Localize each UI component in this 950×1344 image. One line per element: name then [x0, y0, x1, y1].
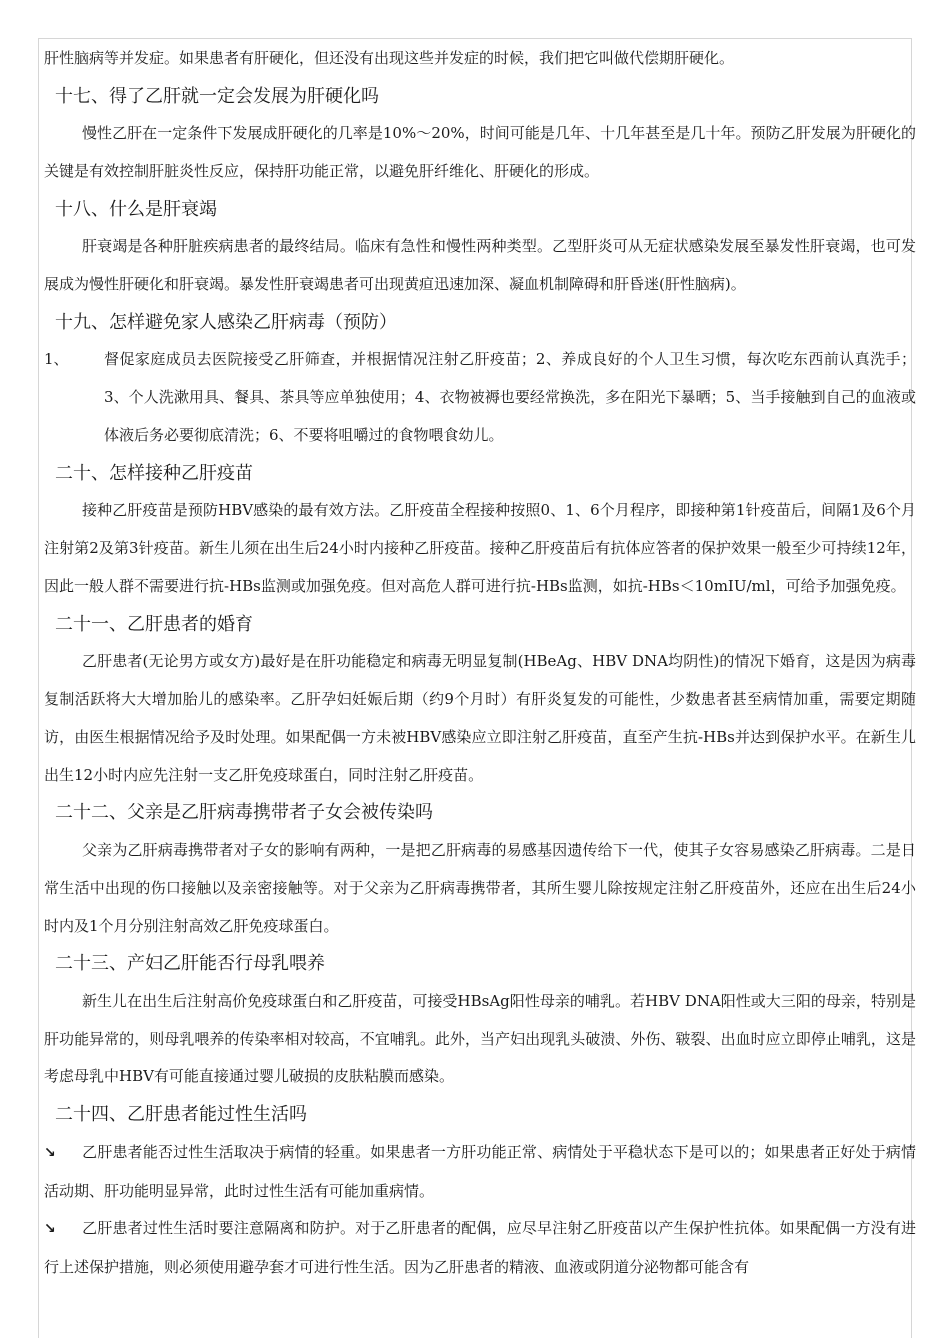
section-21-body: 乙肝患者(无论男方或女方)最好是在肝功能稳定和病毒无明显复制(HBeAg、HBV DNA均阴性)的情况下婚育，这是因为病毒复制活跃将大大增加胎儿的感染率。乙肝孕妇妊娠后期（约9个月时）有肝炎复发的可能性，少数患者甚至病情加重，需要定期随访，由医生根据情况给予及时处理。如果配偶一方未被HBV感染应立即注射乙肝疫苗，直至产生抗-HBs并达到保护水平。在新生儿出生12小时内应先注射一支乙肝免疫球蛋白，同时注射乙肝疫苗。: [44, 652, 916, 784]
section-24-heading: 二十四、乙肝患者能过性生活吗: [55, 1104, 307, 1126]
section-22-heading: 二十二、父亲是乙肝病毒携带者子女会被传染吗: [55, 802, 433, 824]
arrow-down-right-icon: ↘: [44, 1221, 56, 1238]
section-20-heading: 二十、怎样接种乙肝疫苗: [55, 462, 253, 484]
section-24-bullet-list: [44, 1134, 916, 1287]
section-18-heading: 十八、什么是肝衰竭: [55, 198, 217, 220]
bullet-text: 乙肝患者能否过性生活取决于病情的轻重。如果患者一方肝功能正常、病情处于平稳状态下是可以的；如果患者正好处于病情活动期、肝功能明显异常，此时过性生活有可能加重病情。: [44, 1142, 916, 1200]
list-marker: 1、: [44, 350, 69, 369]
section-21-heading: 二十一、乙肝患者的婚育: [55, 613, 253, 635]
arrow-down-right-icon: ↘: [44, 1144, 56, 1161]
list-item: [44, 1134, 916, 1211]
section-19-heading: 十九、怎样避免家人感染乙肝病毒（预防）: [55, 311, 397, 333]
section-17-body: 慢性乙肝在一定条件下发展成肝硬化的几率是10%～20%，时间可能是几年、十几年甚至是几十年。预防乙肝发展为肝硬化的关键是有效控制肝脏炎性反应，保持肝功能正常，以避免肝纤维化、肝硬化的形成。: [44, 124, 916, 181]
section-20-body: 接种乙肝疫苗是预防HBV感染的最有效方法。乙肝疫苗全程接种按照0、1、6个月程序，即接种第1针疫苗后，间隔1及6个月注射第2及第3针疫苗。新生儿须在出生后24小时内接种乙肝疫苗。接种乙肝疫苗后有抗体应答者的保护效果一般至少可持续12年，因此一般人群不需要进行抗-HBs监测或加强免疫。但对高危人群可进行抗-HBs监测，如抗-HBs＜10mIU/ml，可给予加强免疫。: [44, 501, 916, 595]
bullet-text: 乙肝患者过性生活时要注意隔离和防护。对于乙肝患者的配偶，应尽早注射乙肝疫苗以产生保护性抗体。如果配偶一方没有进行上述保护措施，则必须使用避孕套才可进行性生活。因为乙肝患者的精液、血液或阴道分泌物都可能含有: [44, 1219, 916, 1277]
list-item: [44, 1210, 916, 1287]
section-19-body: 督促家庭成员去医院接受乙肝筛查，并根据情况注射乙肝疫苗；2、养成良好的个人卫生习惯，每次吃东西前认真洗手；3、个人洗漱用具、餐具、茶具等应单独使用；4、衣物被褥也要经常换洗，多在阳光下暴晒；5、当手接触到自己的血液或体液后务必要彻底清洗；6、不要将咀嚼过的食物喂食幼儿。: [104, 350, 916, 445]
section-19-list: [44, 341, 916, 454]
document-body: [44, 40, 916, 1287]
section-23-body: 新生儿在出生后注射高价免疫球蛋白和乙肝疫苗，可接受HBsAg阳性母亲的哺乳。若HBV DNA阳性或大三阳的母亲，特别是肝功能异常的，则母乳喂养的传染率相对较高，不宜哺乳。此外，当产妇出现乳头破溃、外伤、皲裂、出血时应立即停止哺乳，这是考虑母乳中HBV有可能直接通过婴儿破损的皮肤粘膜而感染。: [44, 991, 916, 1086]
section-22-body: 父亲为乙肝病毒携带者对子女的影响有两种，一是把乙肝病毒的易感基因遗传给下一代，使其子女容易感染乙肝病毒。二是日常生活中出现的伤口接触以及亲密接触等。对于父亲为乙肝病毒携带者，其所生婴儿除按规定注射乙肝疫苗外，还应在出生后24小时内及1个月分别注射高效乙肝免疫球蛋白。: [44, 840, 916, 935]
section-18-body: 肝衰竭是各种肝脏疾病患者的最终结局。临床有急性和慢性两种类型。乙型肝炎可从无症状感染发展至暴发性肝衰竭，也可发展成为慢性肝硬化和肝衰竭。暴发性肝衰竭患者可出现黄疸迅速加深、凝血机制障碍和肝昏迷(肝性脑病)。: [44, 237, 916, 294]
intro-paragraph: 肝性脑病等并发症。如果患者有肝硬化，但还没有出现这些并发症的时候，我们把它叫做代偿期肝硬化。: [44, 49, 735, 67]
section-23-heading: 二十三、产妇乙肝能否行母乳喂养: [55, 953, 325, 975]
section-17-heading: 十七、得了乙肝就一定会发展为肝硬化吗: [55, 85, 379, 107]
